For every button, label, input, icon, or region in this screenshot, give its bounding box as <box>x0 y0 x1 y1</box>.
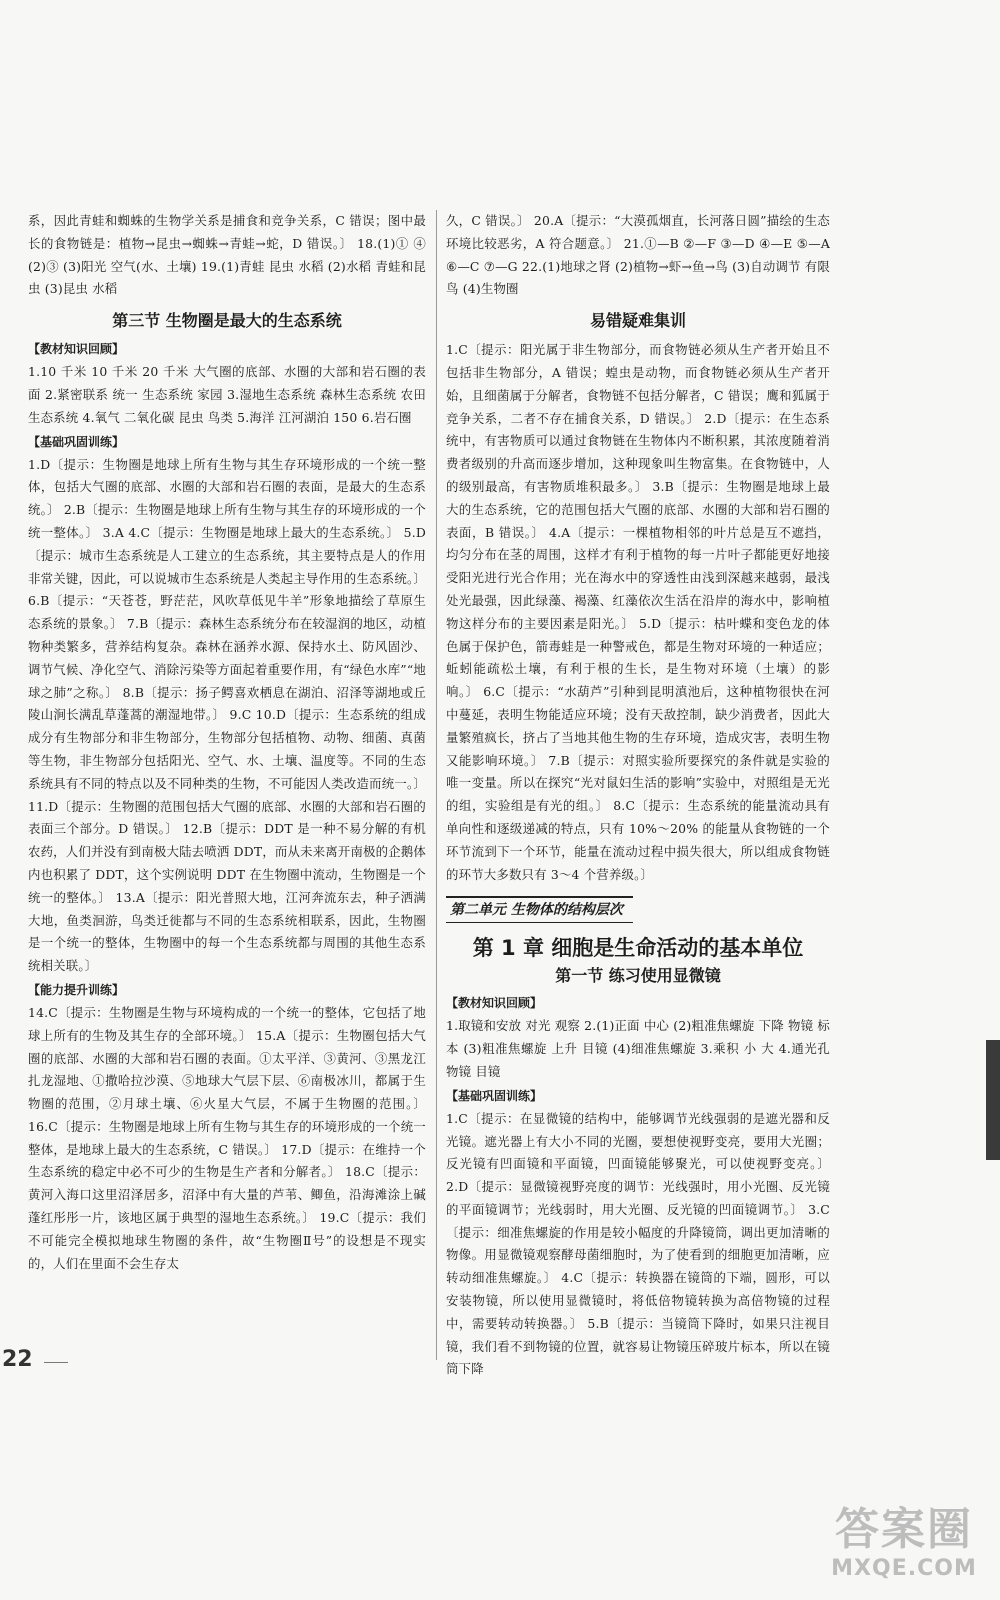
ability-training-answers: 14.C〔提示：生物圈是生物与环境构成的一个统一的整体，它包括了地球上所有的生物及其生存的全部环境。〕 15.A〔提示：生物圈包括大气圈的底部、水圈的大部和岩石圈的表面。①太平洋、③黄河、③黑龙江扎龙湿地、①撒哈拉沙漠、⑤地球大气层下层、⑥南极冰川，都属于生物圈的范围，②月球土壤、⑥火星大气层，不属于生物圈的范围。〕 16.C〔提示：生物圈是地球上所有生物与其生存的环境形成的一个统一整体，是地球上最大的生态系统，C 错误。〕 17.D〔提示：在维持一个生态系统的稳定中必不可少的生物是生产者和分解者。〕 18.C〔提示：黄河入海口这里沼泽居多，沼泽中有大量的芦苇、鲫鱼，沿海滩涂上碱蓬红彤彤一片，该地区属于典型的湿地生态系统。〕 19.C〔提示：我们不可能完全模拟地球生物圈的条件，故“生物圈Ⅱ号”的设想是不现实的，人们在里面不会生存太 <box>28 1004 426 1271</box>
error-prone-title: 易错疑难集训 <box>589 311 686 331</box>
right-intro-paragraph: 久，C 错误。〕 20.A〔提示：“大漠孤烟直，长河落日圆”描绘的生态环境比较恶劣，A 符合题意。〕 21.①—B ②—F ③—D ④—E ⑤—A ⑥—C ⑦—G 22.(1)地球之肾 (2)植物→虾→鱼→鸟 (3)自动调节 有限 鸟 (4)生物圈 <box>446 213 830 297</box>
review-label: 【教材知识回顾】 <box>28 342 125 357</box>
error-prone-answers: 1.C〔提示：阳光属于非生物部分，而食物链必须从生产者开始且不包括非生物部分，A 错误；蝗虫是动物，而食物链必须从生产者开始，且细菌属于分解者，食物链不包括分解者，C 错误；鹰和狐属于竞争关系，二者不存在捕食关系，D 错误。〕 2.D〔提示：在生态系统中，有害物质可以通过食物链在生物体内不断积累，其浓度随着消费者级别的升高而逐步增加，这种现象叫生物富集。在食物链中，人的级别最高，有害物质堆积最多。〕 3.B〔提示：生物圈是地球上最大的生态系统，它的范围包括大气圈的底部、水圈的大部和岩石圈的表面，B 错误。〕 4.A〔提示：一棵植物相邻的叶片总是互不遮挡，均匀分布在茎的周围，这样才有利于植物的每一片叶子都能更好地接受阳光进行光合作用；光在海水中的穿透性由浅到深越来越弱，最浅处光最强，因此绿藻、褐藻、红藻依次生活在沿岸的海水中，影响植物这样分布的主要因素是阳光。〕 5.D〔提示：枯叶蝶和变色龙的体色属于保护色，箭毒蛙是一种警戒色，都是生物对环境的一种适应；蚯蚓能疏松土壤，有利于根的生长，是生物对环境（土壤）的影响。〕 6.C〔提示：“水葫芦”引种到昆明滇池后，这种植物很快在河中蔓延，表明生物能适应环境；没有天敌控制，缺少消费者，因此大量繁殖疯长，挤占了当地其他生物的生存环境，造成灾害，表明生物又能影响环境。〕 7.B〔提示：对照实验所要探究的条件就是实验的唯一变量。所以在探究“光对鼠妇生活的影响”实验中，对照组是无光的组，实验组是有光的组。〕 8.C〔提示：生态系统的能量流动具有单向性和逐级递减的特点，只有 10%～20% 的能量从食物链的一个环节流到下一个环节，能量在流动过程中损失很大，所以组成食物链的环节大多数只有 3～4 个营养级。〕 <box>446 342 830 882</box>
ability-training-label: 【能力提升训练】 <box>28 982 125 997</box>
left-column <box>28 210 426 1275</box>
column-divider <box>436 210 437 1360</box>
basic-training-label-2: 【基础巩固训练】 <box>446 1088 543 1103</box>
page-number: 22 <box>2 1347 33 1372</box>
review-answers: 1.10 千米 10 千米 20 千米 大气圈的底部、水圈的大部和岩石圈的表面 2.紧密联系 统一 生态系统 家园 3.湿地生态系统 森林生态系统 农田生态系统 4.氧气 二氧化碳 昆虫 鸟类 5.海洋 江河湖泊 150 6.岩石圈 <box>28 364 426 425</box>
basic-training-answers: 1.D〔提示：生物圈是地球上所有生物与其生存环境形成的一个统一整体，包括大气圈的底部、水圈的大部和岩石圈的表面，是最大的生态系统。〕 2.B〔提示：生物圈是地球上所有生物与其生存的环境形成的一个统一整体。〕 3.A 4.C〔提示：生物圈是地球上最大的生态系统。〕 5.D〔提示：城市生态系统是人工建立的生态系统，其主要特点是人的作用非常关键，因此，可以说城市生态系统是人类起主导作用的生态系统。〕 6.B〔提示：“天苍苍，野茫茫，风吹草低见牛羊”形象地描绘了草原生态系统的景象。〕 7.B〔提示：森林生态系统分布在较湿润的地区，动植物种类繁多，营养结构复杂。森林在涵养水源、保持水土、防风固沙、调节气候、净化空气、消除污染等方面起着重要作用，有“绿色水库”“地球之肺”之称。〕 8.B〔提示：扬子鳄喜欢栖息在湖泊、沼泽等湖地或丘陵山涧长满乱草蓬蒿的潮湿地带。〕 9.C 10.D〔提示：生态系统的组成成分有生物部分和非生物部分，生物部分包括植物、动物、细菌、真菌等生物，非生物部分包括阳光、空气、水、土壤、温度等。不同的生态系统具有不同的特点以及不同种类的生物，不可能因人类改造而统一。〕 11.D〔提示：生物圈的范围包括大气圈的底部、水圈的大部和岩石圈的表面三个部分。D 错误。〕 12.B〔提示：DDT 是一种不易分解的有机农药，人们并没有到南极大陆去喷洒 DDT，而从未来离开南极的企鹅体内也积累了 DDT，这个实例说明 DDT 在生物圈中流动，生物圈是一个统一的整体。〕 13.A〔提示：阳光普照大地，江河奔流东去，种子洒满大地，鱼类洄游，鸟类迁徙都与不同的生态系统相联系，因此，生物圈是一个统一的整体，生物圈中的每一个生态系统都与周围的其他生态系统相关联。〕 <box>28 456 426 974</box>
watermark-url: MXQE.COM <box>831 1556 977 1581</box>
section-title: 第三节 生物圈是最大的生态系统 <box>112 311 342 331</box>
section-subtitle: 第一节 练习使用显微镜 <box>555 966 721 986</box>
right-column <box>446 210 830 1381</box>
basic-training-answers-2: 1.C〔提示：在显微镜的结构中，能够调节光线强弱的是遮光器和反光镜。遮光器上有大小不同的光圈，要想使视野变亮，要用大光圈；反光镜有凹面镜和平面镜，凹面镜能够聚光，可以使视野变亮。〕 2.D〔提示：显微镜视野亮度的调节：光线强时，用小光圈、反光镜的平面镜调节；光线弱时，用大光圈、反光镜的凹面镜调节。〕 3.C〔提示：细准焦螺旋的作用是较小幅度的升降镜筒，调出更加清晰的物像。用显微镜观察酵母菌细胞时，为了使看到的细胞更加清晰，应转动细准焦螺旋。〕 4.C〔提示：转换器在镜筒的下端，圆形，可以安装物镜，所以使用显微镜时，将低倍物镜转换为高倍物镜的过程中，需要转动转换器。〕 5.B〔提示：当镜筒下降时，如果只注视目镜，我们看不到物镜的位置，就容易让物镜压碎玻片标本，所以在镜筒下降 <box>446 1110 830 1377</box>
edge-tab <box>986 1040 1000 1160</box>
page-number-rule <box>44 1362 68 1363</box>
watermark <box>824 1504 984 1594</box>
chapter-title: 第 1 章 细胞是生命活动的基本单位 <box>472 936 804 961</box>
left-intro-paragraph: 系，因此青蛙和蜘蛛的生物学关系是捕食和竞争关系，C 错误；图中最长的食物链是：植物→昆虫→蜘蛛→青蛙→蛇，D 错误。〕 18.(1)① ④ (2)③ (3)阳光 空气(水、土壤) 19.(1)青蛙 昆虫 水稻 (2)水稻 青蛙和昆虫 (3)昆虫 水稻 <box>28 213 426 297</box>
basic-training-label: 【基础巩固训练】 <box>28 434 125 449</box>
watermark-logo: 答案圈 <box>835 1504 973 1555</box>
unit-title: 第二单元 生物体的结构层次 <box>446 896 633 923</box>
review-label-2: 【教材知识回顾】 <box>446 996 543 1011</box>
review-answers-2: 1.取镜和安放 对光 观察 2.(1)正面 中心 (2)粗准焦螺旋 下降 物镜 标本 (3)粗准焦螺旋 上升 目镜 (4)细准焦螺旋 3.乘积 小 大 4.通光孔 物镜 目镜 <box>446 1018 830 1079</box>
